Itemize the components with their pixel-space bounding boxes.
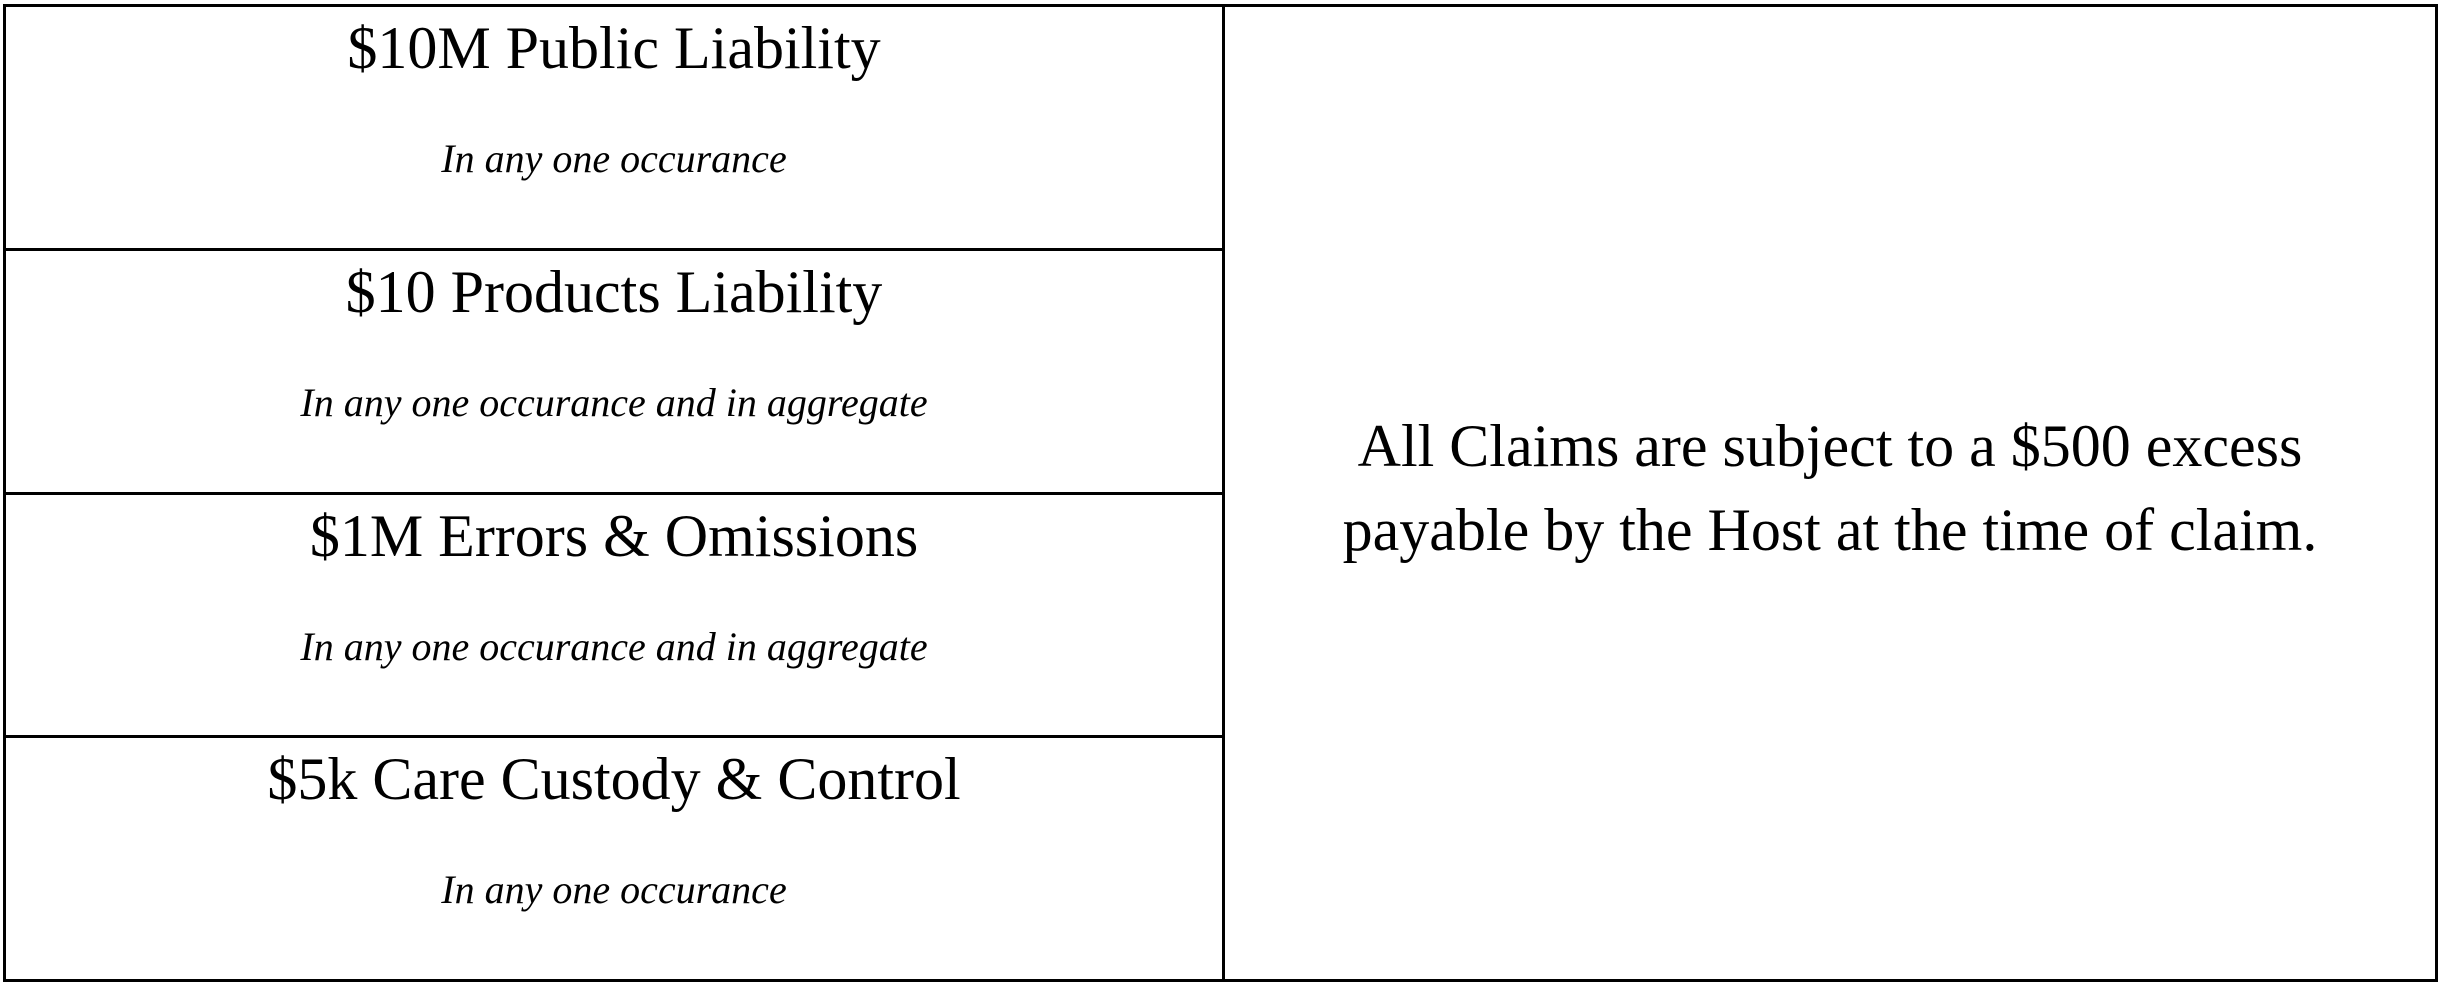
coverage-care-custody-control: [6, 738, 1222, 979]
coverage-table: [3, 4, 2438, 982]
coverage-subtitle: In any one occurance: [441, 867, 787, 913]
coverage-list: [6, 7, 1225, 979]
coverage-subtitle: In any one occurance: [441, 136, 787, 181]
excess-note: All Claims are subject to a $500 excess payable by the Host at the time of claim.: [1342, 413, 2318, 563]
excess-cell: [1225, 7, 2435, 979]
coverage-title: $5k Care Custody & Control: [267, 746, 961, 813]
coverage-title: $1M Errors & Omissions: [309, 502, 919, 569]
coverage-public-liability: [6, 7, 1222, 251]
coverage-subtitle: In any one occurance and in aggregate: [300, 623, 928, 669]
coverage-products-liability: [6, 251, 1222, 495]
coverage-title: $10M Public Liability: [347, 15, 881, 81]
coverage-subtitle: In any one occurance and in aggregate: [300, 379, 928, 425]
coverage-title: $10 Products Liability: [345, 258, 883, 325]
coverage-errors-omissions: [6, 495, 1222, 739]
